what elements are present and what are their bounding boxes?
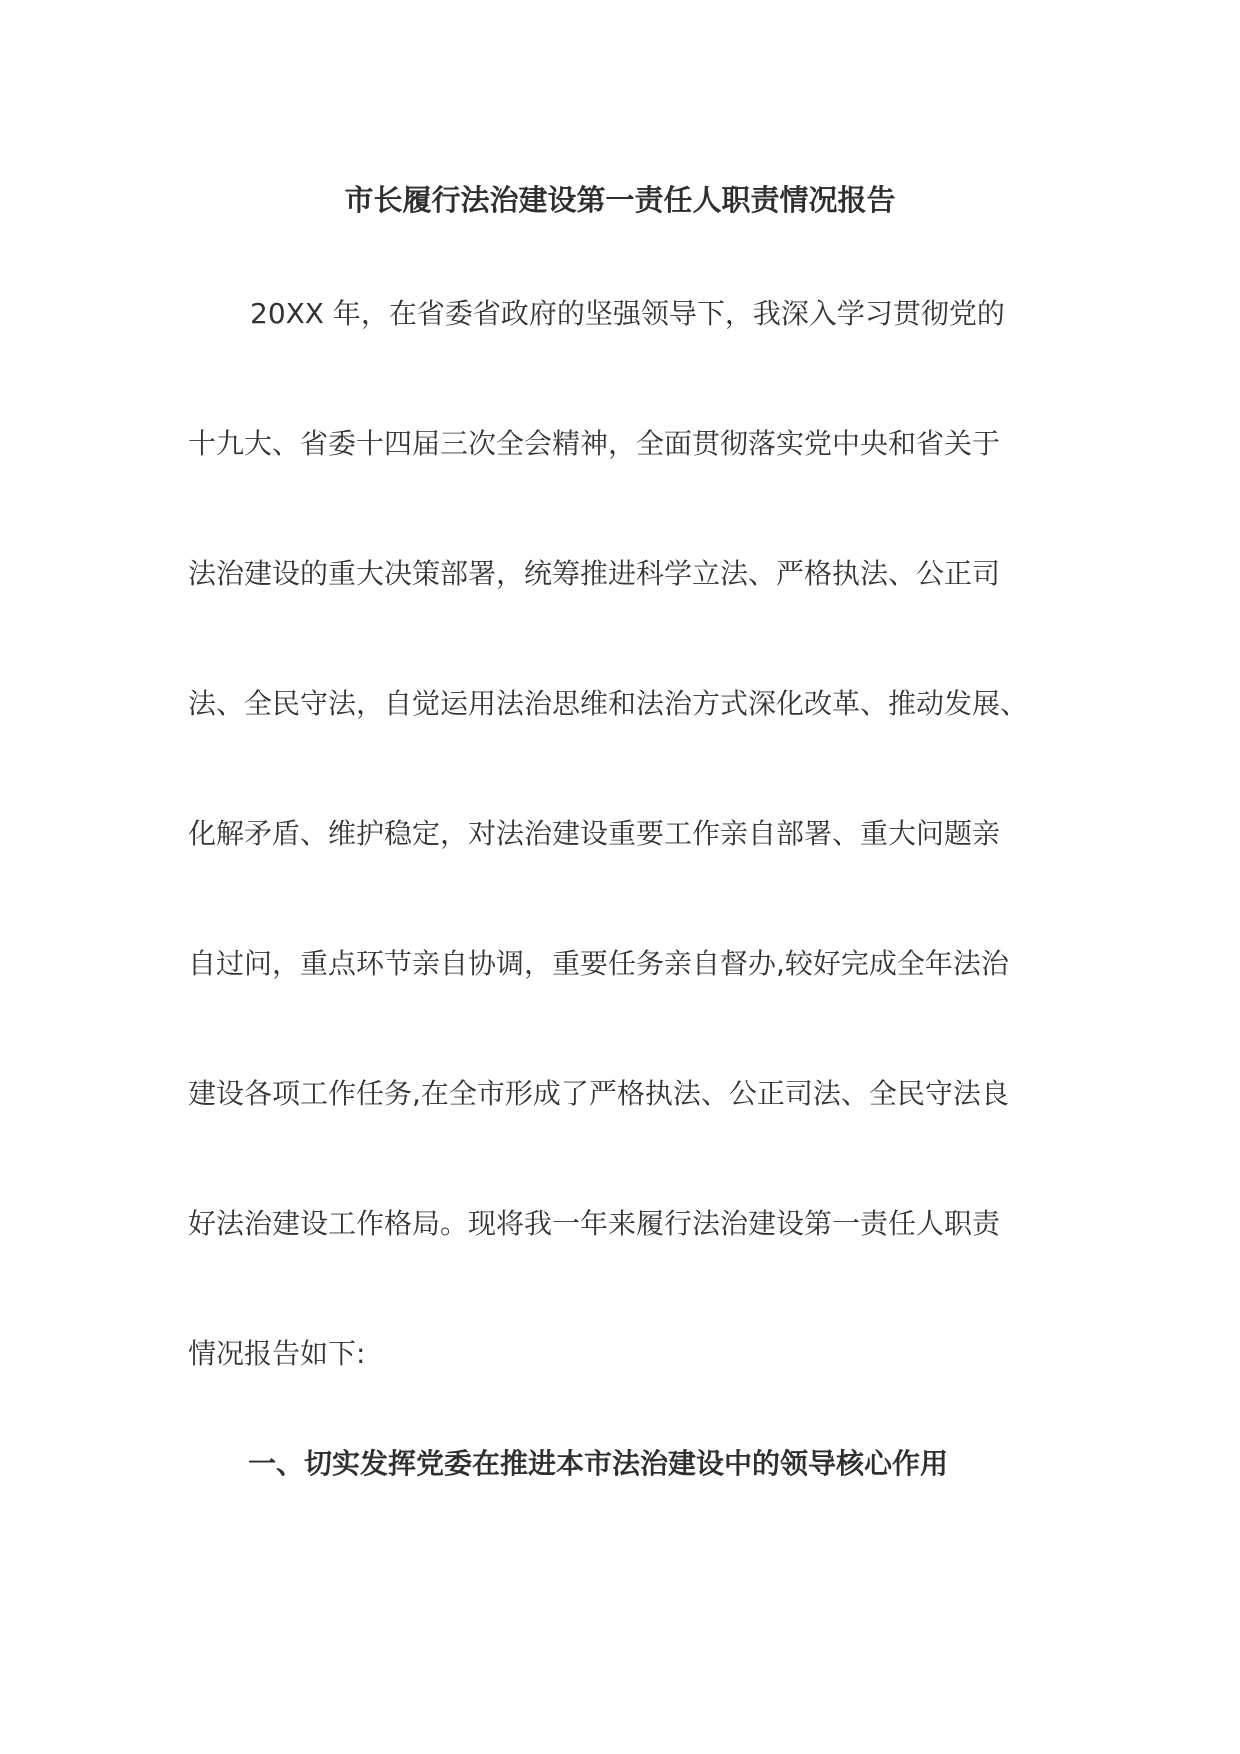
document-title: 市长履行法治建设第一责任人职责情况报告 (344, 183, 896, 217)
paragraph-line: 化解矛盾、维护稳定，对法治建设重要工作亲自部署、重大问题亲 (188, 817, 1001, 850)
paragraph-line: 情况报告如下: (188, 1337, 366, 1370)
paragraph-line: 十九大、省委十四届三次全会精神，全面贯彻落实党中央和省关于 (188, 427, 1001, 460)
paragraph-line: 法、全民守法，自觉运用法治思维和法治方式深化改革、推动发展、 (188, 687, 1029, 720)
paragraph-line: 建设各项工作任务,在全市形成了严格执法、公正司法、全民守法良 (188, 1077, 1009, 1110)
paragraph-line: 20XX 年，在省委省政府的坚强领导下，我深入学习贯彻党的 (250, 297, 1005, 330)
paragraph-line: 好法治建设工作格局。现将我一年来履行法治建设第一责任人职责 (188, 1207, 1001, 1240)
paragraph-line: 自过问，重点环节亲自协调，重要任务亲自督办,较好完成全年法治 (188, 947, 1009, 980)
paragraph-line: 法治建设的重大决策部署，统筹推进科学立法、严格执法、公正司 (188, 557, 1001, 590)
section-heading: 一、切实发挥党委在推进本市法治建设中的领导核心作用 (248, 1447, 949, 1480)
